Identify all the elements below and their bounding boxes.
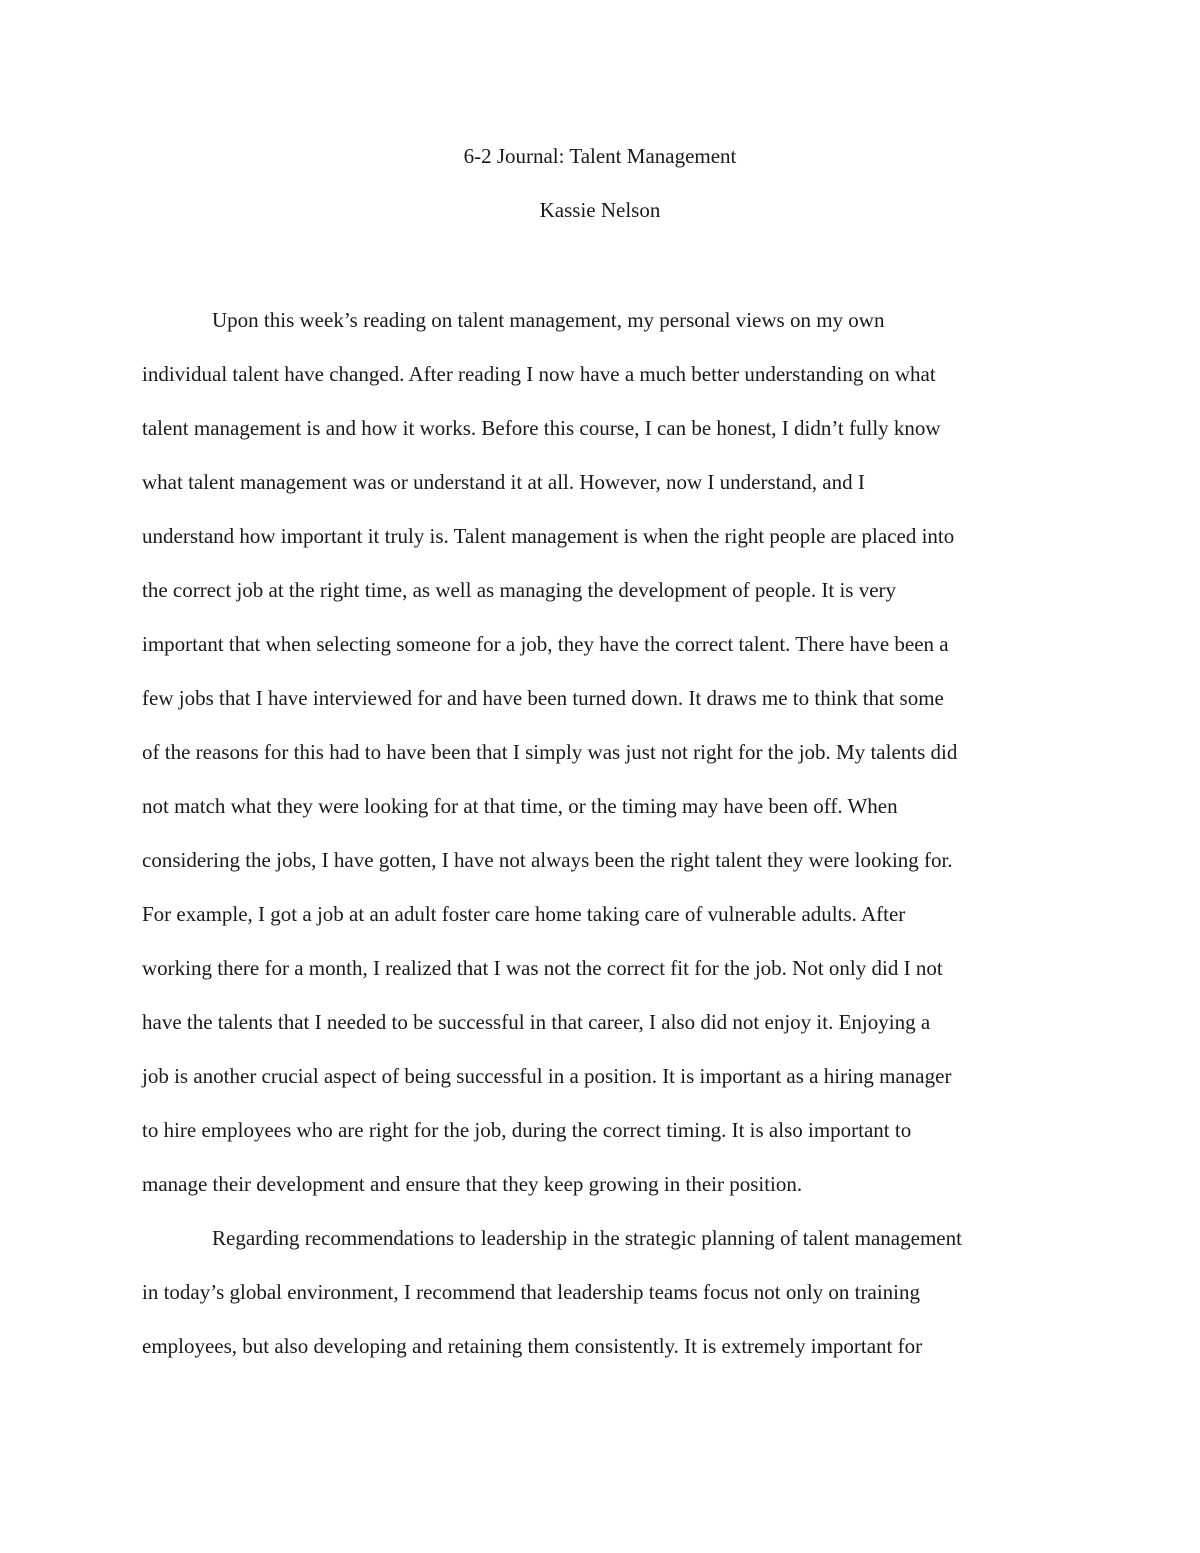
author-name: Kassie Nelson <box>539 198 661 222</box>
text-line: employees, but also developing and retaining them consistently. It is extremely important for <box>142 1334 923 1358</box>
text-line: few jobs that I have interviewed for and have been turned down. It draws me to think that some <box>142 686 944 710</box>
text-line: working there for a month, I realized that I was not the correct fit for the job. Not only did I not <box>142 956 943 980</box>
text-line: to hire employees who are right for the job, during the correct timing. It is also important to <box>142 1118 912 1142</box>
text-line-paragraph-1-start: Upon this week’s reading on talent management, my personal views on my own <box>212 308 885 332</box>
text-line: not match what they were looking for at that time, or the timing may have been off. When <box>142 794 898 818</box>
text-line: understand how important it truly is. Talent management is when the right people are placed into <box>142 524 955 548</box>
text-line: in today’s global environment, I recommend that leadership teams focus not only on training <box>142 1280 920 1304</box>
text-line-paragraph-2-start: Regarding recommendations to leadership in the strategic planning of talent management <box>212 1226 962 1250</box>
text-line: For example, I got a job at an adult foster care home taking care of vulnerable adults. After <box>142 902 906 926</box>
text-line: considering the jobs, I have gotten, I have not always been the right talent they were looking for. <box>142 848 953 872</box>
text-line: of the reasons for this had to have been that I simply was just not right for the job. My talents did <box>142 740 958 764</box>
text-line: have the talents that I needed to be successful in that career, I also did not enjoy it. Enjoying a <box>142 1010 931 1034</box>
text-line: individual talent have changed. After reading I now have a much better understanding on what <box>142 362 936 386</box>
text-line: talent management is and how it works. Before this course, I can be honest, I didn’t fully know <box>142 416 941 440</box>
text-line: manage their development and ensure that they keep growing in their position. <box>142 1172 803 1196</box>
text-line: important that when selecting someone for a job, they have the correct talent. There have been a <box>142 632 949 656</box>
document-title: 6-2 Journal: Talent Management <box>463 144 737 168</box>
text-line: what talent management was or understand it at all. However, now I understand, and I <box>142 470 865 494</box>
text-line: job is another crucial aspect of being successful in a position. It is important as a hiring manager <box>142 1064 952 1088</box>
text-line: the correct job at the right time, as well as managing the development of people. It is very <box>142 578 897 602</box>
